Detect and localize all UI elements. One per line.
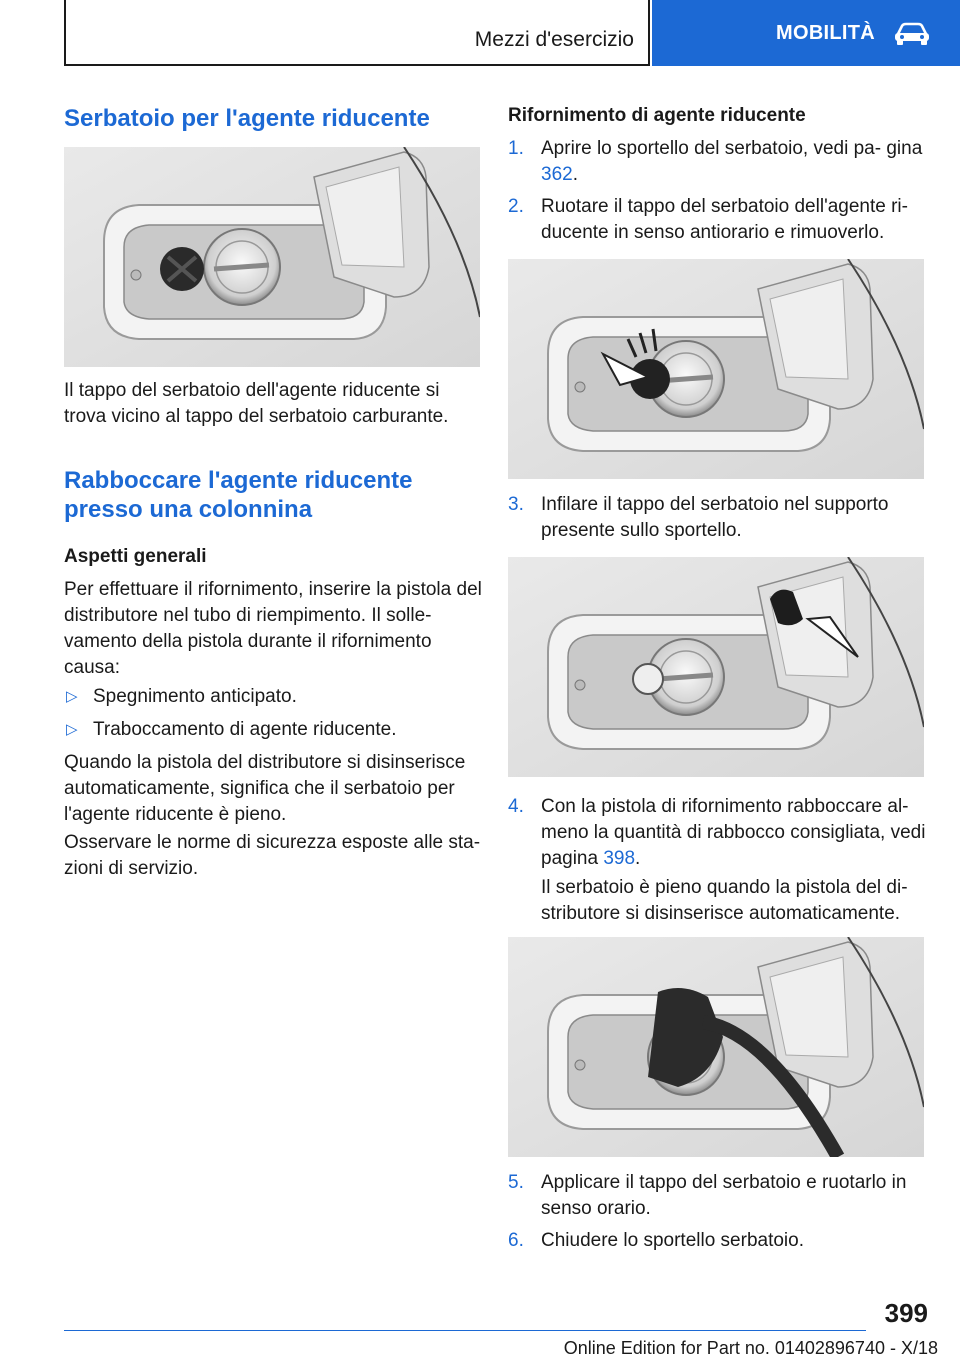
general-paragraph: Per effettuare il rifornimento, inserire la pistola del distributore nel tubo di riempimento. Il solle- vamento della pistola durante il rifornimento causa: [64, 579, 482, 678]
step-item [508, 194, 928, 246]
safety-paragraph: Osservare le norme di sicurezza esposte alle sta- zioni di servizio. [64, 832, 481, 879]
step-item [508, 1170, 928, 1222]
step-number: 3. [508, 494, 524, 515]
footer-divider [64, 1330, 866, 1331]
step-text: Con la pistola di rifornimento rabboccare al- meno la quantità di rabbocco consigliata, vedi pagina 398. [541, 796, 926, 869]
illustration-pump-nozzle [508, 937, 924, 1157]
list-item-text: Traboccamento di agente riducente. [93, 719, 397, 740]
footer-edition: Online Edition for Part no. 01402896740 - X/18 [563, 1338, 938, 1358]
triangle-bullet-icon: ▷ [66, 721, 78, 738]
step-item [508, 794, 928, 872]
section-heading-refill-at-pump: Rabboccare l'agente riducente presso una colonnina [64, 467, 413, 523]
car-icon [893, 21, 931, 45]
step-text: Chiudere lo sportello serbatoio. [541, 1230, 804, 1251]
triangle-bullet-icon: ▷ [66, 688, 78, 705]
header-section-box [64, 0, 650, 66]
step-text: Ruotare il tappo del serbatoio dell'agente ri- ducente in senso antiorario e rimuoverlo. [541, 196, 908, 243]
illustration-remove-cap [508, 259, 924, 479]
step-item [508, 492, 928, 544]
illustration-reductant-cap-location [64, 147, 480, 367]
illustration-cap-holder [508, 557, 924, 777]
section-title: Mezzi d'esercizio [474, 28, 634, 51]
section-heading-reductant-tank: Serbatoio per l'agente riducente [64, 105, 430, 132]
subheading-refilling: Rifornimento di agente riducente [508, 105, 806, 126]
step-text: Applicare il tappo del serbatoio e ruotarlo in senso orario. [541, 1172, 907, 1219]
step-number: 5. [508, 1172, 524, 1193]
page-link-398[interactable]: 398 [603, 848, 636, 869]
step-text: Infilare il tappo del serbatoio nel supporto presente sullo sportello. [541, 494, 889, 541]
step-number: 4. [508, 796, 524, 817]
chapter-tab-label: MOBILITÀ [776, 21, 876, 44]
step-number: 2. [508, 196, 524, 217]
subheading-general: Aspetti generali [64, 546, 207, 567]
list-item-text: Spegnimento anticipato. [93, 686, 297, 707]
step-text: Aprire lo sportello del serbatoio, vedi pa- gina 362. [541, 138, 923, 185]
intro-paragraph: Il tappo del serbatoio dell'agente riducente si trova vicino al tappo del serbatoio carburante. [64, 380, 449, 427]
step-item [508, 136, 928, 188]
chapter-tab[interactable] [652, 0, 960, 66]
step-note: Il serbatoio è pieno quando la pistola del di- stributore si disinserisce automaticamente. [541, 877, 908, 924]
list-item [64, 684, 484, 710]
step-number: 1. [508, 138, 524, 159]
auto-shutoff-paragraph: Quando la pistola del distributore si disinserisce automaticamente, significa che il serbatoio per l'agente riducente è pieno. [64, 752, 466, 825]
step-number: 6. [508, 1230, 524, 1251]
page-number: 399 [884, 1298, 928, 1328]
list-item [64, 717, 484, 743]
page-link-362[interactable]: 362 [541, 164, 573, 185]
step-item [508, 1228, 928, 1254]
